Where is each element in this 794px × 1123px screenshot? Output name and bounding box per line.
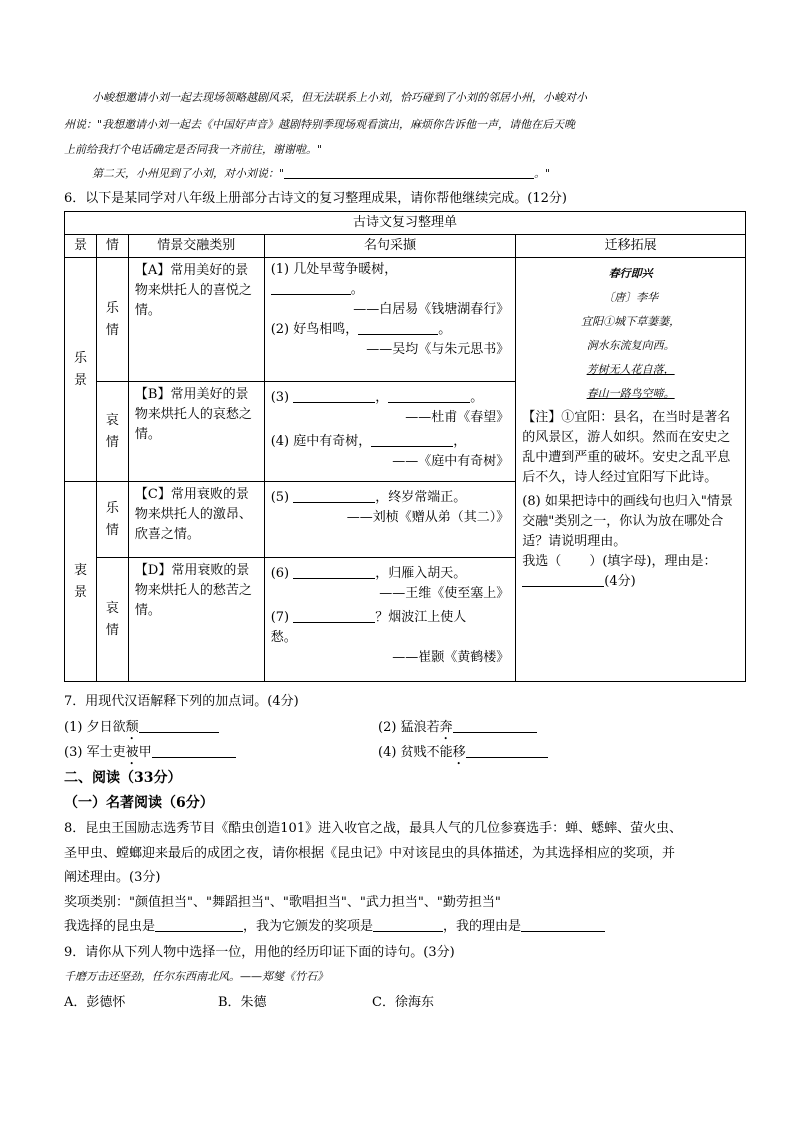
answer-blank-2[interactable] bbox=[358, 320, 438, 335]
q7-item-1: (1) 夕日欲颓 bbox=[64, 718, 219, 743]
answer-blank-1[interactable] bbox=[271, 280, 351, 295]
answer-blank-7[interactable] bbox=[293, 608, 375, 623]
emotion-ai-b: 哀情 bbox=[96, 382, 128, 482]
q9-option-c[interactable]: C．徐海东 bbox=[372, 995, 434, 1010]
extension-cell bbox=[516, 258, 746, 682]
answer-blank-reason-q8[interactable] bbox=[521, 917, 605, 932]
q8-awards: 奖项类别："颜值担当"、"舞蹈担当"、"歌唱担当"、"武力担当"、"勤劳担当" bbox=[64, 895, 501, 910]
answer-blank-4[interactable] bbox=[371, 432, 453, 447]
answer-blank-award[interactable] bbox=[373, 917, 443, 932]
poem-author: 〔唐〕李华 bbox=[603, 291, 659, 304]
q7-question: 7．用现代汉语解释下列的加点词。(4分) bbox=[64, 694, 299, 709]
q9-poem: 千磨万击还坚劲，任尔东西南北风。——郑燮《竹石》 bbox=[64, 970, 328, 983]
answer-blank-reason[interactable] bbox=[522, 572, 604, 587]
intro-line-1: 小峻想邀请小刘一起去现场领略越剧风采，但无法联系上小刘，恰巧碰到了小刘的邻居小州，小峻对小 bbox=[92, 91, 587, 104]
header-category: 情景交融类别 bbox=[128, 235, 264, 258]
q7-item-4: (4) 贫贱不能移 bbox=[378, 743, 548, 768]
table-title: 古诗文复习整理单 bbox=[65, 212, 746, 235]
emotion-le-c: 乐情 bbox=[96, 482, 128, 558]
header-extension: 迁移拓展 bbox=[516, 235, 746, 258]
poem-note: 【注】①宜阳：县名，在当时是著名的风景区，游人如织。然而在安史之乱中遭到严重的破坏。安史之乱平息后不久，诗人经过宜阳写下此诗。 bbox=[522, 410, 731, 485]
quotes-c: (5) ，终岁常端正。 ——刘桢《赠从弟（其二）》 bbox=[264, 482, 516, 558]
quotes-a: (1) 几处早莺争暖树， 。 ——白居易《钱塘湖春行》 (2) 好鸟相鸣， 。 ——吴均《与朱元思书》 bbox=[264, 258, 516, 382]
q6-question: 6．以下是某同学对八年级上册部分古诗文的复习整理成果，请你帮他继续完成。(12分) bbox=[64, 191, 567, 206]
poem-line-2: 涧水东流复向西。 bbox=[586, 339, 675, 352]
answer-blank-3b[interactable] bbox=[388, 388, 470, 403]
intro-line-4-suffix: 。" bbox=[534, 167, 551, 180]
q8-extension-question: (8) 如果把诗中的画线句也归入"情景交融"类别之一，你认为放在哪处合适？请说明理由。 bbox=[522, 494, 733, 549]
header-scene: 景 bbox=[65, 235, 97, 258]
scene-ai: 衷景 bbox=[65, 482, 97, 682]
intro-line-4 bbox=[92, 164, 550, 184]
intro-line-4-prefix: 第二天，小州见到了小刘，对小刘说：" bbox=[92, 167, 285, 180]
answer-blank-6[interactable] bbox=[293, 564, 375, 579]
category-b: 【B】常用美好的景物来烘托人的哀愁之情。 bbox=[128, 382, 264, 482]
category-c: 【C】常用衰败的景物来烘托人的激昂、欣喜之情。 bbox=[128, 482, 264, 558]
quotes-b: (3) ， 。 ——杜甫《春望》 (4) 庭中有奇树， ， ——《庭中有奇树》 bbox=[264, 382, 516, 482]
q8-line-3: 阐述理由。(3分) bbox=[64, 870, 161, 885]
choice-line: 我选（ ）(填字母)，理由是： bbox=[522, 554, 717, 569]
section-2-sub-1: （一）名著阅读（6分） bbox=[64, 795, 214, 811]
q7-item-2: (2) 猛浪若奔 bbox=[378, 718, 537, 743]
poem-line-1: 宜阳①城下草萋萋， bbox=[581, 315, 681, 328]
q8-answer-line: 我选择的昆虫是 ，我为它颁发的奖项是 ，我的理由是 bbox=[64, 917, 605, 937]
answer-blank-q7-2[interactable] bbox=[453, 718, 537, 733]
emotion-le-a: 乐情 bbox=[96, 258, 128, 382]
answer-blank-q7-3[interactable] bbox=[152, 743, 236, 758]
reason-line: (4分) bbox=[522, 572, 739, 592]
emotion-ai-d: 哀情 bbox=[96, 558, 128, 682]
poem-line-3: 芳树无人花自落， bbox=[586, 363, 675, 376]
answer-blank-q7-1[interactable] bbox=[139, 718, 219, 733]
answer-blank-q7-4[interactable] bbox=[466, 743, 548, 758]
q9-option-a[interactable]: A．彭德怀 bbox=[64, 995, 126, 1010]
q9-option-b[interactable]: B．朱德 bbox=[218, 995, 267, 1010]
q8-line-2: 圣甲虫、螳螂迎来最后的成团之夜，请你根据《昆虫记》中对该昆虫的具体描述，为其选择相应的奖项，并 bbox=[64, 846, 676, 861]
header-emotion: 情 bbox=[96, 235, 128, 258]
q9-question: 9．请你从下列人物中选择一位，用他的经历印证下面的诗句。(3分) bbox=[64, 945, 455, 960]
quotes-d: (6) ，归雁入胡天。 ——王维《使至塞上》 (7) ？烟波江上使人 愁。 ——崔颢《黄鹤楼》 bbox=[264, 558, 516, 682]
answer-blank-intro[interactable] bbox=[284, 164, 534, 179]
answer-blank-insect[interactable] bbox=[155, 917, 243, 932]
intro-line-2: 州说："我想邀请小刘一起去《中国好声音》越剧特别季现场观看演出，麻烦你告诉他一声，请他在后天晚 bbox=[64, 118, 576, 131]
poem-line-4: 春山一路鸟空啼。 bbox=[586, 387, 675, 400]
answer-blank-5[interactable] bbox=[293, 488, 375, 503]
review-table bbox=[64, 211, 746, 682]
section-2-title: 二、阅读（33分） bbox=[64, 770, 182, 786]
poem-title: 春行即兴 bbox=[608, 267, 653, 280]
q7-item-3: (3) 军士吏被甲 bbox=[64, 743, 236, 768]
answer-blank-3a[interactable] bbox=[293, 388, 375, 403]
intro-line-3: 上前给我打个电话确定是否同我一齐前往，谢谢啦。" bbox=[64, 143, 323, 156]
header-quotes: 名句采撷 bbox=[264, 235, 516, 258]
q8-line-1: 8．昆虫王国励志选秀节目《酷虫创造101》进入收官之战，最具人气的几位参赛选手：蝉、蟋蟀、萤火虫、 bbox=[64, 821, 683, 836]
category-d: 【D】常用衰败的景物来烘托人的愁苦之情。 bbox=[128, 558, 264, 682]
category-a: 【A】常用美好的景物来烘托人的喜悦之情。 bbox=[128, 258, 264, 382]
scene-le: 乐景 bbox=[65, 258, 97, 482]
